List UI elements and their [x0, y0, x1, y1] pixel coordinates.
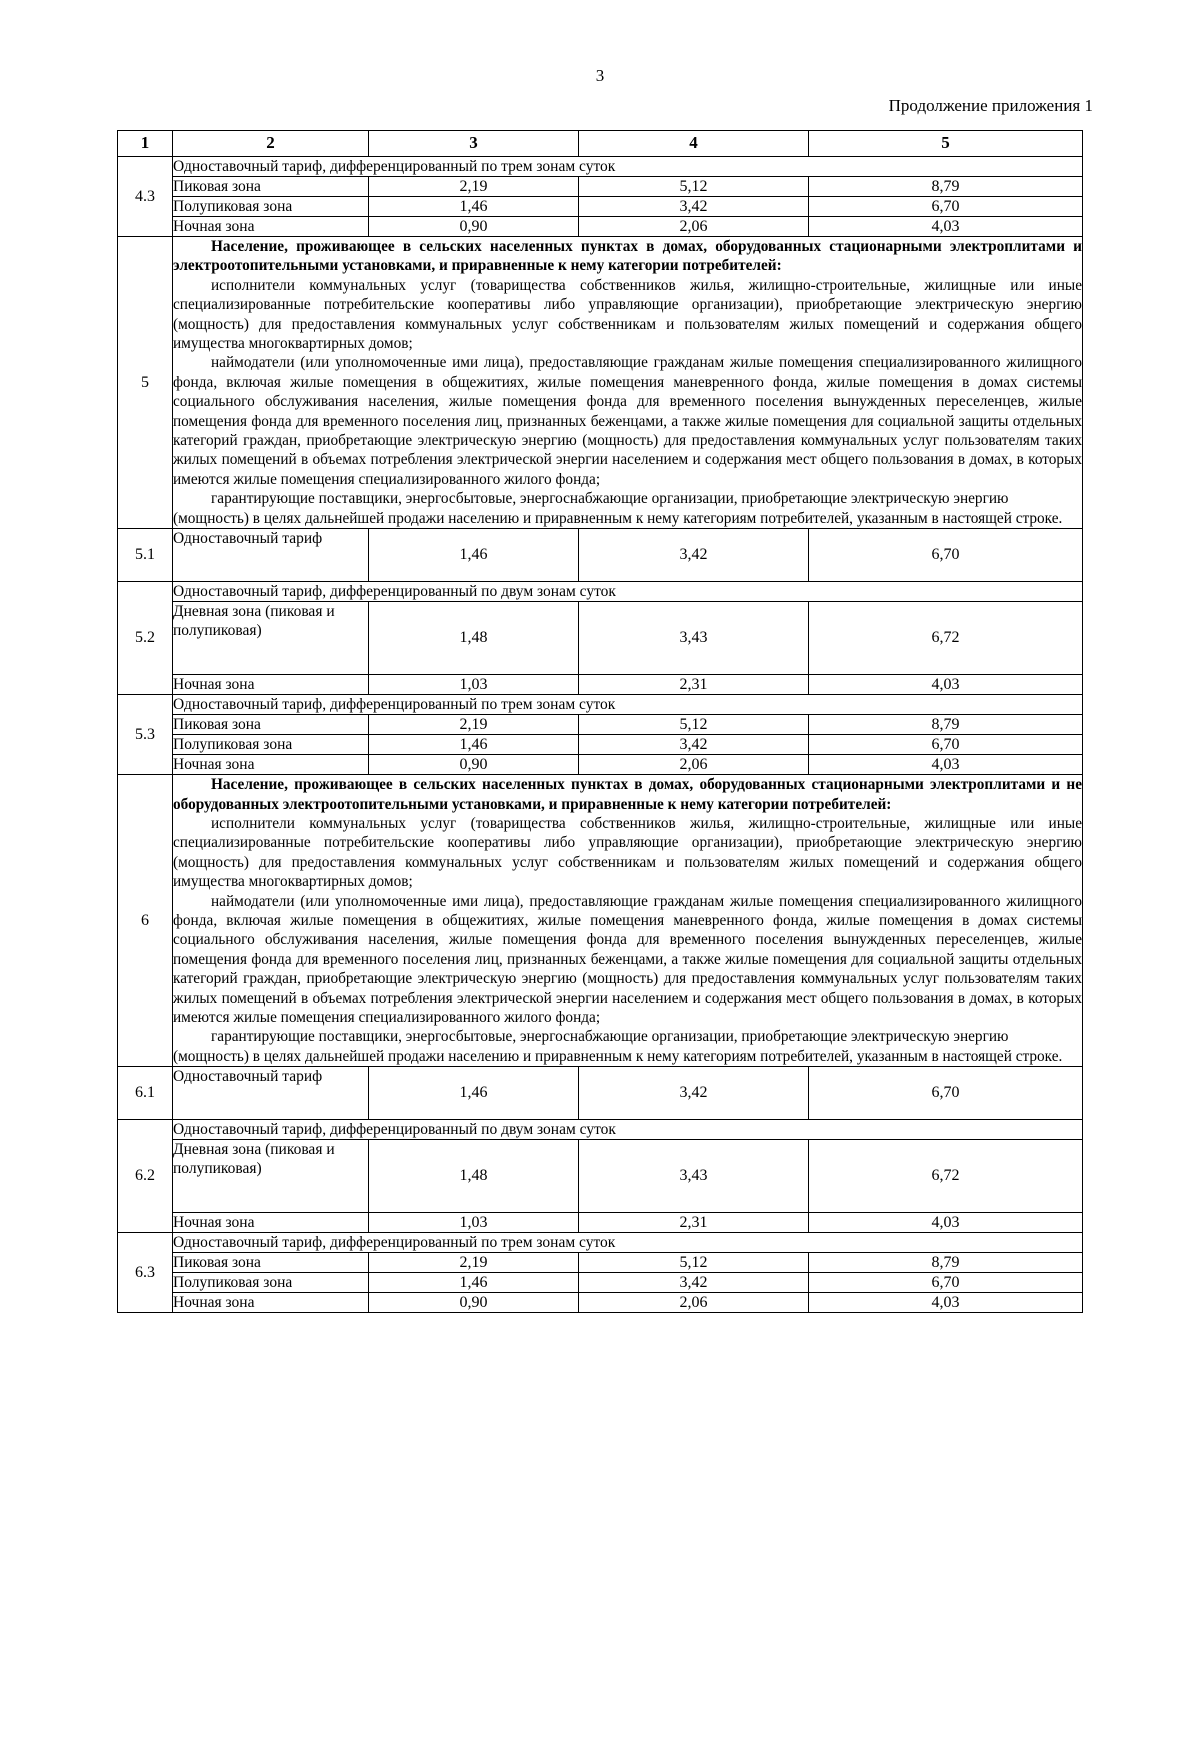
tariff-value-col4: 5,12 — [579, 715, 809, 735]
table-row — [118, 1233, 1083, 1253]
zone-label: Пиковая зона — [173, 1253, 369, 1273]
tariff-value-col5: 8,79 — [809, 1253, 1083, 1273]
tariff-label: Одноставочный тариф — [173, 1067, 369, 1120]
table-row — [118, 775, 1083, 1067]
zone-label: Пиковая зона — [173, 715, 369, 735]
table-row — [118, 1273, 1083, 1293]
tariff-value-col3: 1,46 — [369, 735, 579, 755]
tariff-value-col5: 6,70 — [809, 197, 1083, 217]
span-header-6-3: Одноставочный тариф, дифференцированный по трем зонам суток — [173, 1233, 1083, 1253]
tariff-value-col4: 3,43 — [579, 1140, 809, 1213]
table-row — [118, 675, 1083, 695]
row-number-5: 5 — [118, 237, 173, 529]
tariff-value-col4: 2,31 — [579, 1213, 809, 1233]
tariff-value-col5: 8,79 — [809, 177, 1083, 197]
tariff-value-col3: 2,19 — [369, 715, 579, 735]
table-row — [118, 197, 1083, 217]
category-paragraph: наймодатели (или уполномоченные ими лица), предоставляющие гражданам жилые помещения специализированного жилищного фонда, включая жилые помещения в общежитиях, жилые помещения маневренного фонда, жилые помещения в домах системы социального обслуживания населения, жилые помещения фонда для временного поселения вынужденных переселенцев, жилые помещения фонда для временного поселения лиц, признанных беженцами, а также жилые помещения для социальной защиты отдельных категорий граждан, приобретающие электрическую энергию (мощность) для предоставления коммунальных услуг пользователям таких жилых помещений в объемах потребления электрической энергии населением и содержания мест общего пользования в домах, в которых имеются жилые помещения специализированного жилого фонда; — [173, 892, 1082, 1026]
category-paragraph: наймодатели (или уполномоченные ими лица), предоставляющие гражданам жилые помещения специализированного жилищного фонда, включая жилые помещения в общежитиях, жилые помещения маневренного фонда, жилые помещения в домах системы социального обслуживания населения, жилые помещения фонда для временного поселения вынужденных переселенцев, жилые помещения фонда для временного поселения лиц, признанных беженцами, а также жилые помещения для социальной защиты отдельных категорий граждан, приобретающие электрическую энергию (мощность) для предоставления коммунальных услуг пользователям таких жилых помещений в объемах потребления электрической энергии населением и содержания мест общего пользования в домах, в которых имеются жилые помещения специализированного жилого фонда; — [173, 354, 1082, 488]
span-header-5-2: Одноставочный тариф, дифференцированный по двум зонам суток — [173, 582, 1083, 602]
zone-label: Полупиковая зона — [173, 1273, 369, 1293]
table-row — [118, 602, 1083, 675]
row-number-6-3: 6.3 — [118, 1233, 173, 1313]
row-number-6-1: 6.1 — [118, 1067, 173, 1120]
table-row — [118, 1213, 1083, 1233]
span-header-6-2: Одноставочный тариф, дифференцированный по двум зонам суток — [173, 1120, 1083, 1140]
tariff-value-col3: 1,46 — [369, 1067, 579, 1120]
tariff-value-col3: 1,46 — [369, 529, 579, 582]
appendix-continuation-header: Продолжение приложения 1 — [888, 96, 1093, 115]
zone-label: Ночная зона — [173, 1293, 369, 1313]
zone-label: Полупиковая зона — [173, 735, 369, 755]
table-row — [118, 529, 1083, 582]
zone-label: Дневная зона (пиковая и полупиковая) — [173, 602, 369, 675]
column-header-3: 3 — [369, 131, 579, 157]
tariff-value-col4: 2,06 — [579, 217, 809, 237]
tariff-value-col5: 6,70 — [809, 1067, 1083, 1120]
tariff-value-col5: 4,03 — [809, 1293, 1083, 1313]
table-row — [118, 237, 1083, 529]
tariff-value-col3: 0,90 — [369, 217, 579, 237]
tariff-value-col3: 1,03 — [369, 675, 579, 695]
zone-label: Ночная зона — [173, 675, 369, 695]
tariff-value-col5: 6,72 — [809, 1140, 1083, 1213]
tariff-value-col3: 0,90 — [369, 755, 579, 775]
zone-label: Пиковая зона — [173, 177, 369, 197]
column-header-4: 4 — [579, 131, 809, 157]
tariff-value-col4: 3,43 — [579, 602, 809, 675]
tariff-value-col5: 8,79 — [809, 715, 1083, 735]
tariff-value-col4: 2,06 — [579, 1293, 809, 1313]
zone-label: Ночная зона — [173, 1213, 369, 1233]
column-header-5: 5 — [809, 131, 1083, 157]
tariff-value-col4: 3,42 — [579, 735, 809, 755]
tariff-value-col3: 1,46 — [369, 1273, 579, 1293]
tariff-table-body — [118, 131, 1083, 1313]
category-description-5 — [173, 237, 1083, 529]
row-number-6-2: 6.2 — [118, 1120, 173, 1233]
page-number: 3 — [595, 66, 605, 85]
table-row — [118, 735, 1083, 755]
tariff-value-col4: 2,31 — [579, 675, 809, 695]
category-paragraph: исполнители коммунальных услуг (товарищества собственников жилья, жилищно-строительные, жилищные или иные специализированные потребительские кооперативы либо управляющие организации), приобретающие электрическую энергию (мощность) для предоставления коммунальных услуг собственникам и пользователям жилых помещений и содержания общего имущества многоквартирных домов; — [173, 276, 1082, 353]
span-header-5-3: Одноставочный тариф, дифференцированный по трем зонам суток — [173, 695, 1083, 715]
table-row — [118, 1293, 1083, 1313]
category-paragraph: гарантирующие поставщики, энергосбытовые, энергоснабжающие организации, приобретающие электрическую энергию (мощность) в целях дальнейшей продажи населению и приравненным к нему категориям потребителей, указанным в настоящей строке. — [173, 1028, 1063, 1065]
zone-label: Ночная зона — [173, 755, 369, 775]
category-paragraph: гарантирующие поставщики, энергосбытовые, энергоснабжающие организации, приобретающие электрическую энергию (мощность) в целях дальнейшей продажи населению и приравненным к нему категориям потребителей, указанным в настоящей строке. — [173, 490, 1063, 527]
tariff-value-col4: 3,42 — [579, 197, 809, 217]
tariff-value-col5: 4,03 — [809, 675, 1083, 695]
row-number-4-3: 4.3 — [118, 157, 173, 237]
tariff-value-col4: 5,12 — [579, 177, 809, 197]
tariff-value-col3: 2,19 — [369, 1253, 579, 1273]
category-description-6 — [173, 775, 1083, 1067]
row-number-5-1: 5.1 — [118, 529, 173, 582]
tariff-value-col3: 1,48 — [369, 602, 579, 675]
tariff-value-col5: 4,03 — [809, 217, 1083, 237]
table-row — [118, 177, 1083, 197]
tariff-value-col4: 3,42 — [579, 1273, 809, 1293]
table-row — [118, 715, 1083, 735]
span-header-4-3: Одноставочный тариф, дифференцированный по трем зонам суток — [173, 157, 1083, 177]
category-paragraph: исполнители коммунальных услуг (товарищества собственников жилья, жилищно-строительные, жилищные или иные специализированные потребительские кооперативы либо управляющие организации), приобретающие электрическую энергию (мощность) для предоставления коммунальных услуг собственникам и пользователям жилых помещений и содержания общего имущества многоквартирных домов; — [173, 814, 1082, 891]
tariff-value-col3: 1,48 — [369, 1140, 579, 1213]
tariff-value-col4: 3,42 — [579, 1067, 809, 1120]
table-row — [118, 217, 1083, 237]
tariff-value-col5: 4,03 — [809, 755, 1083, 775]
tariff-value-col5: 6,70 — [809, 529, 1083, 582]
row-number-5-3: 5.3 — [118, 695, 173, 775]
tariff-value-col5: 4,03 — [809, 1213, 1083, 1233]
tariff-value-col5: 6,72 — [809, 602, 1083, 675]
tariff-value-col3: 2,19 — [369, 177, 579, 197]
tariff-value-col4: 2,06 — [579, 755, 809, 775]
category-bold-intro-6: Население, проживающее в сельских населенных пунктах в домах, оборудованных стационарными электроплитами и не оборудованных электроотопительными установками, и приравненные к нему категории потребителей: — [173, 776, 1082, 813]
tariff-value-col3: 0,90 — [369, 1293, 579, 1313]
row-number-6: 6 — [118, 775, 173, 1067]
table-row — [118, 1253, 1083, 1273]
tariff-value-col4: 5,12 — [579, 1253, 809, 1273]
tariff-value-col5: 6,70 — [809, 735, 1083, 755]
table-row — [118, 582, 1083, 602]
column-header-2: 2 — [173, 131, 369, 157]
zone-label: Полупиковая зона — [173, 197, 369, 217]
category-bold-intro-5: Население, проживающее в сельских населенных пунктах в домах, оборудованных стационарными электроплитами и электроотопительными установками, и приравненные к нему категории потребителей: — [173, 238, 1082, 275]
column-number-row — [118, 131, 1083, 157]
zone-label: Дневная зона (пиковая и полупиковая) — [173, 1140, 369, 1213]
table-row — [118, 157, 1083, 177]
tariff-value-col4: 3,42 — [579, 529, 809, 582]
zone-label: Ночная зона — [173, 217, 369, 237]
table-row — [118, 1120, 1083, 1140]
table-row — [118, 695, 1083, 715]
table-row — [118, 755, 1083, 775]
table-row — [118, 1067, 1083, 1120]
tariff-value-col5: 6,70 — [809, 1273, 1083, 1293]
tariff-value-col3: 1,03 — [369, 1213, 579, 1233]
tariff-table — [117, 130, 1083, 1313]
tariff-value-col3: 1,46 — [369, 197, 579, 217]
table-row — [118, 1140, 1083, 1213]
row-number-5-2: 5.2 — [118, 582, 173, 695]
column-header-1: 1 — [118, 131, 173, 157]
tariff-label: Одноставочный тариф — [173, 529, 369, 582]
document-page — [0, 66, 1200, 1763]
